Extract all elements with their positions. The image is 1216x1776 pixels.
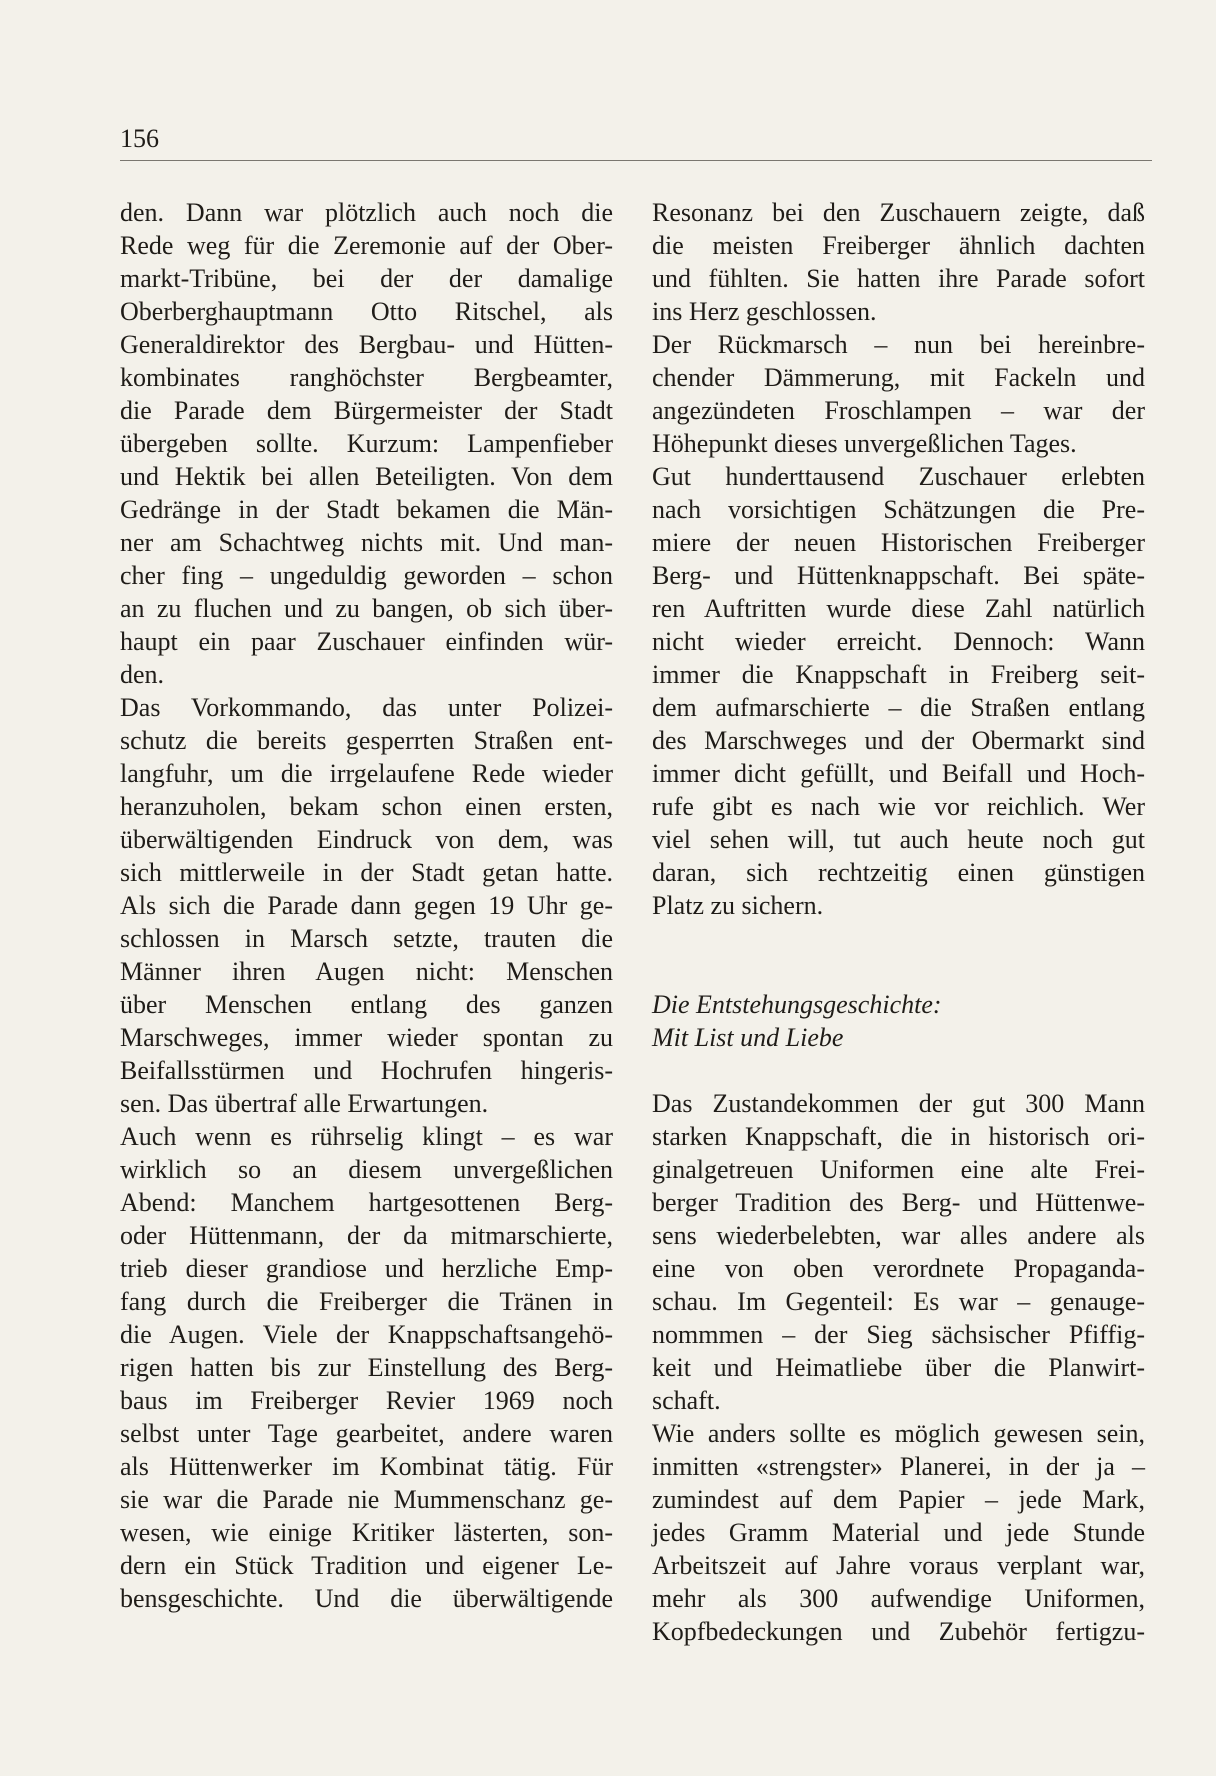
text-line: langfuhr, um die irrgelaufene Rede wieder	[120, 759, 613, 788]
text-line: Wie anders sollte es möglich gewesen sein,	[652, 1419, 1145, 1448]
text-line: chender Dämmerung, mit Fackeln und	[652, 363, 1145, 392]
text-line: den.	[120, 660, 165, 689]
text-line: rigen hatten bis zur Einstellung des Berg-	[120, 1353, 613, 1382]
heading-line: Die Entstehungsgeschichte:	[652, 990, 942, 1019]
text-line: dem aufmarschierte – die Straßen entlang	[652, 693, 1145, 722]
text-line: eine von oben verordnete Propaganda-	[652, 1254, 1145, 1283]
text-line: daran, sich rechtzeitig einen günstigen	[652, 858, 1145, 887]
section-gap	[652, 955, 1145, 988]
text-line: ginalgetreuen Uniformen eine alte Frei-	[652, 1155, 1145, 1184]
text-line: über Menschen entlang des ganzen	[120, 990, 613, 1019]
text-line: Kopfbedeckungen und Zubehör fertigzu-	[652, 1617, 1145, 1646]
text-line: Platz zu sichern.	[652, 891, 824, 920]
text-line: Das Vorkommando, das unter Polizei-	[120, 693, 613, 722]
text-line: Das Zustandekommen der gut 300 Mann	[652, 1089, 1145, 1118]
text-line: und fühlten. Sie hatten ihre Parade sofort	[652, 264, 1145, 293]
text-line: Höhepunkt dieses unvergeßlichen Tages.	[652, 429, 1077, 458]
header-rule	[120, 160, 1152, 161]
text-line: schutz die bereits gesperrten Straßen ent-	[120, 726, 613, 755]
text-line: Beifallsstürmen und Hochrufen hingeris-	[120, 1056, 613, 1085]
text-line: viel sehen will, tut auch heute noch gut	[652, 825, 1145, 854]
text-line: ins Herz geschlossen.	[652, 297, 877, 326]
heading-line: Mit List und Liebe	[652, 1023, 844, 1052]
text-line: ren Auftritten wurde diese Zahl natürlich	[652, 594, 1145, 623]
text-line: Arbeitszeit auf Jahre voraus verplant war,	[652, 1551, 1145, 1580]
text-line: schaft.	[652, 1386, 721, 1415]
right-column	[652, 196, 1145, 1648]
text-line: oder Hüttenmann, der da mitmarschierte,	[120, 1221, 613, 1250]
text-line: Auch wenn es rührselig klingt – es war	[120, 1122, 613, 1151]
text-line: haupt ein paar Zuschauer einfinden wür-	[120, 627, 613, 656]
text-line: nach vorsichtigen Schätzungen die Pre-	[652, 495, 1145, 524]
text-line: wesen, wie einige Kritiker lästerten, son-	[120, 1518, 613, 1547]
text-line: sie war die Parade nie Mummenschanz ge-	[120, 1485, 613, 1514]
text-line: die Parade dem Bürgermeister der Stadt	[120, 396, 613, 425]
text-line: Männer ihren Augen nicht: Menschen	[120, 957, 613, 986]
text-line: Berg- und Hüttenknappschaft. Bei späte-	[652, 561, 1145, 590]
text-line: Marschweges, immer wieder spontan zu	[120, 1023, 613, 1052]
left-column	[120, 196, 613, 1615]
section-heading	[652, 988, 1145, 1054]
text-line: den. Dann war plötzlich auch noch die	[120, 198, 613, 227]
text-line: als Hüttenwerker im Kombinat tätig. Für	[120, 1452, 613, 1481]
text-line: kombinates ranghöchster Bergbeamter,	[120, 363, 613, 392]
text-line: cher fing – ungeduldig geworden – schon	[120, 561, 613, 590]
text-line: rufe gibt es nach wie vor reichlich. Wer	[652, 792, 1145, 821]
text-line: trieb dieser grandiose und herzliche Emp-	[120, 1254, 613, 1283]
text-line: Rede weg für die Zeremonie auf der Ober-	[120, 231, 613, 260]
text-line: an zu fluchen und zu bangen, ob sich über-	[120, 594, 613, 623]
text-line: miere der neuen Historischen Freiberger	[652, 528, 1145, 557]
text-line: sens wiederbelebten, war alles andere als	[652, 1221, 1145, 1250]
text-line: sich mittlerweile in der Stadt getan hatte.	[120, 858, 613, 887]
text-line: Der Rückmarsch – nun bei hereinbre-	[652, 330, 1145, 359]
text-line: die Augen. Viele der Knappschaftsangehö-	[120, 1320, 613, 1349]
text-line: wirklich so an diesem unvergeßlichen	[120, 1155, 613, 1184]
text-line: die meisten Freiberger ähnlich dachten	[652, 231, 1145, 260]
page-number: 156	[120, 124, 159, 153]
text-line: Gedränge in der Stadt bekamen die Män-	[120, 495, 613, 524]
text-line: Oberberghauptmann Otto Ritschel, als	[120, 297, 613, 326]
text-line: starken Knappschaft, die in historisch ori-	[652, 1122, 1145, 1151]
text-line: ner am Schachtweg nichts mit. Und man-	[120, 528, 613, 557]
text-line: nommmen – der Sieg sächsischer Pfiffig-	[652, 1320, 1145, 1349]
text-line: Resonanz bei den Zuschauern zeigte, daß	[652, 198, 1145, 227]
text-line: angezündeten Froschlampen – war der	[652, 396, 1145, 425]
text-line: und Hektik bei allen Beteiligten. Von dem	[120, 462, 613, 491]
text-line: heranzuholen, bekam schon einen ersten,	[120, 792, 613, 821]
text-line: sen. Das übertraf alle Erwartungen.	[120, 1089, 489, 1118]
section-gap	[652, 1054, 1145, 1087]
text-line: schau. Im Gegenteil: Es war – genauge-	[652, 1287, 1145, 1316]
text-line: Generaldirektor des Bergbau- und Hütten-	[120, 330, 613, 359]
text-line: bensgeschichte. Und die überwältigende	[120, 1584, 613, 1613]
text-line: schlossen in Marsch setzte, trauten die	[120, 924, 613, 953]
text-line: Abend: Manchem hartgesottenen Berg-	[120, 1188, 613, 1217]
text-line: jedes Gramm Material und jede Stunde	[652, 1518, 1145, 1547]
text-line: nicht wieder erreicht. Dennoch: Wann	[652, 627, 1145, 656]
text-line: baus im Freiberger Revier 1969 noch	[120, 1386, 613, 1415]
text-line: Als sich die Parade dann gegen 19 Uhr ge-	[120, 891, 613, 920]
text-line: übergeben sollte. Kurzum: Lampenfieber	[120, 429, 613, 458]
text-line: zumindest auf dem Papier – jede Mark,	[652, 1485, 1145, 1514]
text-line: selbst unter Tage gearbeitet, andere waren	[120, 1419, 613, 1448]
text-line: dern ein Stück Tradition und eigener Le-	[120, 1551, 613, 1580]
text-line: keit und Heimatliebe über die Planwirt-	[652, 1353, 1145, 1382]
text-line: inmitten «strengster» Planerei, in der ja –	[652, 1452, 1145, 1481]
text-line: berger Tradition des Berg- und Hüttenwe-	[652, 1188, 1145, 1217]
text-line: immer die Knappschaft in Freiberg seit-	[652, 660, 1145, 689]
text-line: fang durch die Freiberger die Tränen in	[120, 1287, 613, 1316]
text-line: mehr als 300 aufwendige Uniformen,	[652, 1584, 1145, 1613]
text-line: markt-Tribüne, bei der der damalige	[120, 264, 613, 293]
text-line: Gut hunderttausend Zuschauer erlebten	[652, 462, 1145, 491]
section-gap	[652, 922, 1145, 955]
text-line: des Marschweges und der Obermarkt sind	[652, 726, 1145, 755]
text-line: überwältigenden Eindruck von dem, was	[120, 825, 613, 854]
text-line: immer dicht gefüllt, und Beifall und Hoch-	[652, 759, 1145, 788]
